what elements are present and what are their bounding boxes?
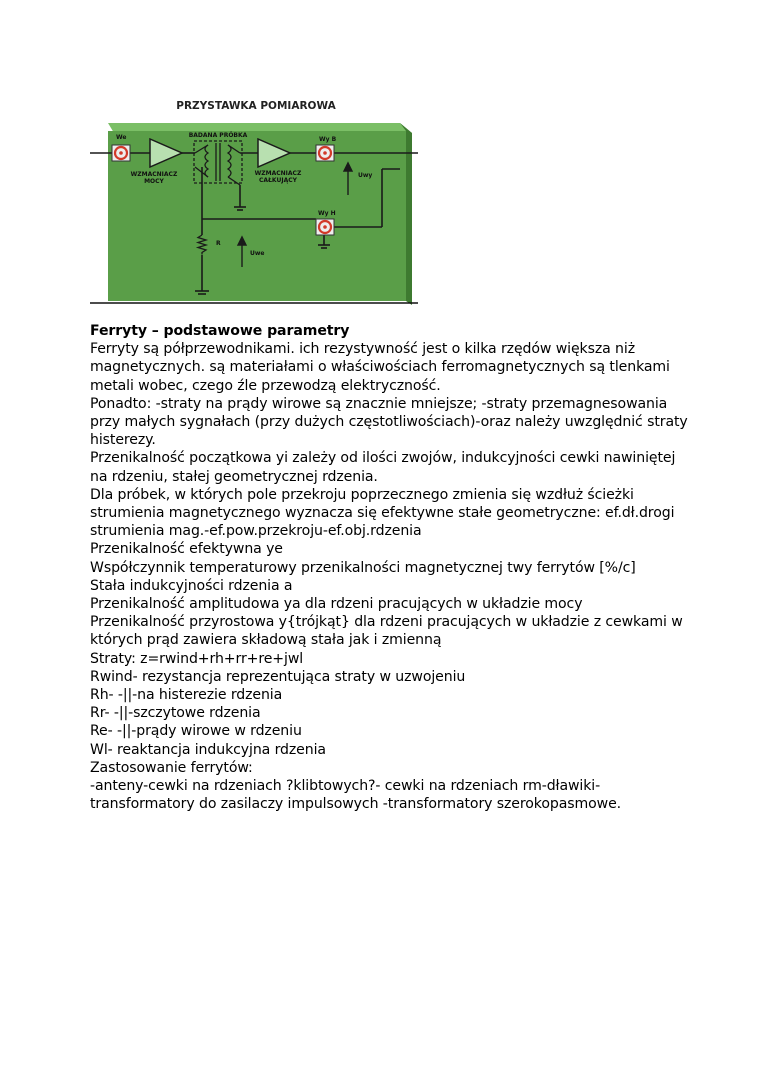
document-body xyxy=(90,322,690,813)
document-line: Przenikalność amplitudowa ya dla rdzeni pracujących w układzie mocy xyxy=(90,596,583,613)
document-line: Stała indukcyjności rdzenia a xyxy=(90,577,293,594)
document-line: Dla próbek, w których pole przekroju poprzecznego zmienia się wzdłuż ścieżki xyxy=(90,486,634,503)
document-line: Współczynnik temperaturowy przenikalności magnetycznej twy ferrytów [%/c] xyxy=(90,559,636,576)
document-line: Zastosowanie ferrytów: xyxy=(90,759,253,776)
measurement-adapter-figure xyxy=(90,95,418,305)
document-line: Przenikalność przyrostowa y{trójkąt} dla rdzeni pracujących w układzie z cewkami w xyxy=(90,614,683,631)
document-line: strumienia magnetycznego wyznacza się efektywne stałe geometryczne: ef.dł.drogi xyxy=(90,505,675,522)
document-line: Re- -||-prądy wirowe w rdzeniu xyxy=(90,723,302,740)
label-r: R xyxy=(216,240,221,247)
document-line: strumienia mag.-ef.pow.przekroju-ef.obj.rdzenia xyxy=(90,523,422,540)
document-line: Ponadto: -straty na prądy wirowe są znacznie mniejsze; -straty przemagnesowania xyxy=(90,395,668,412)
label-uwe: Uwe xyxy=(250,250,265,257)
document-line: których prąd zawiera składową stała jak i zmienną xyxy=(90,632,442,649)
document-line: Rr- -||-szczytowe rdzenia xyxy=(90,705,261,722)
label-wzmacniacz-mocy-1: WZMACNIACZ xyxy=(130,171,178,178)
document-line: Przenikalność początkowa yi zależy od ilości zwojów, indukcyjności cewki nawiniętej xyxy=(90,450,676,467)
document-line: -anteny-cewki na rdzeniach ?klibtowych?- cewki na rdzeniach rm-dławiki- xyxy=(90,778,601,795)
document-line: Straty: z=rwind+rh+rr+re+jwl xyxy=(90,650,304,667)
label-badana-probka: BADANA PRÓBKA xyxy=(188,132,248,139)
document-line: Rwind- rezystancja reprezentująca straty w uzwojeniu xyxy=(90,668,466,685)
label-we: We xyxy=(116,134,127,141)
label-wy-b: Wy B xyxy=(319,136,337,143)
label-wzmacniacz-calkujacy-1: WZMACNIACZ xyxy=(254,170,302,177)
label-wzmacniacz-calkujacy-2: CAŁKUJĄCY xyxy=(259,177,297,184)
document-line: Przenikalność efektywna ye xyxy=(90,541,283,558)
connector-we xyxy=(112,145,130,161)
label-wy-h: Wy H xyxy=(318,210,336,217)
figure-title: PRZYSTAWKA POMIAROWA xyxy=(176,100,336,112)
document-line: transformatory do zasilaczy impulsowych -transformatory szerokopasmowe. xyxy=(90,796,622,813)
document-line: Wl- reaktancja indukcyjna rdzenia xyxy=(90,741,326,758)
label-uwy: Uwy xyxy=(358,172,373,179)
document-line: na rdzeniu, stałej geometrycznej rdzenia. xyxy=(90,468,378,485)
document-line: magnetycznych. są materiałami o właściwościach ferromagnetycznych są tlenkami xyxy=(90,359,670,376)
document-line: przy małych sygnałach (przy dużych częstotliwościach)-oraz należy uwzględnić straty xyxy=(90,414,688,431)
label-wzmacniacz-mocy-2: MOCY xyxy=(144,178,164,185)
connector-wy-b xyxy=(316,145,334,161)
document-lines xyxy=(90,340,690,813)
document-line: Ferryty są półprzewodnikami. ich rezystywność jest o kilka rzędów większa niż xyxy=(90,341,635,358)
connector-wy-h xyxy=(316,219,334,235)
document-line: Rh- -||-na histerezie rdzenia xyxy=(90,687,283,704)
document-title: Ferryty – podstawowe parametry xyxy=(90,323,350,339)
document-line: metali wobec, czego źle przewodzą elektryczność. xyxy=(90,377,441,394)
document-line: histerezy. xyxy=(90,432,156,449)
